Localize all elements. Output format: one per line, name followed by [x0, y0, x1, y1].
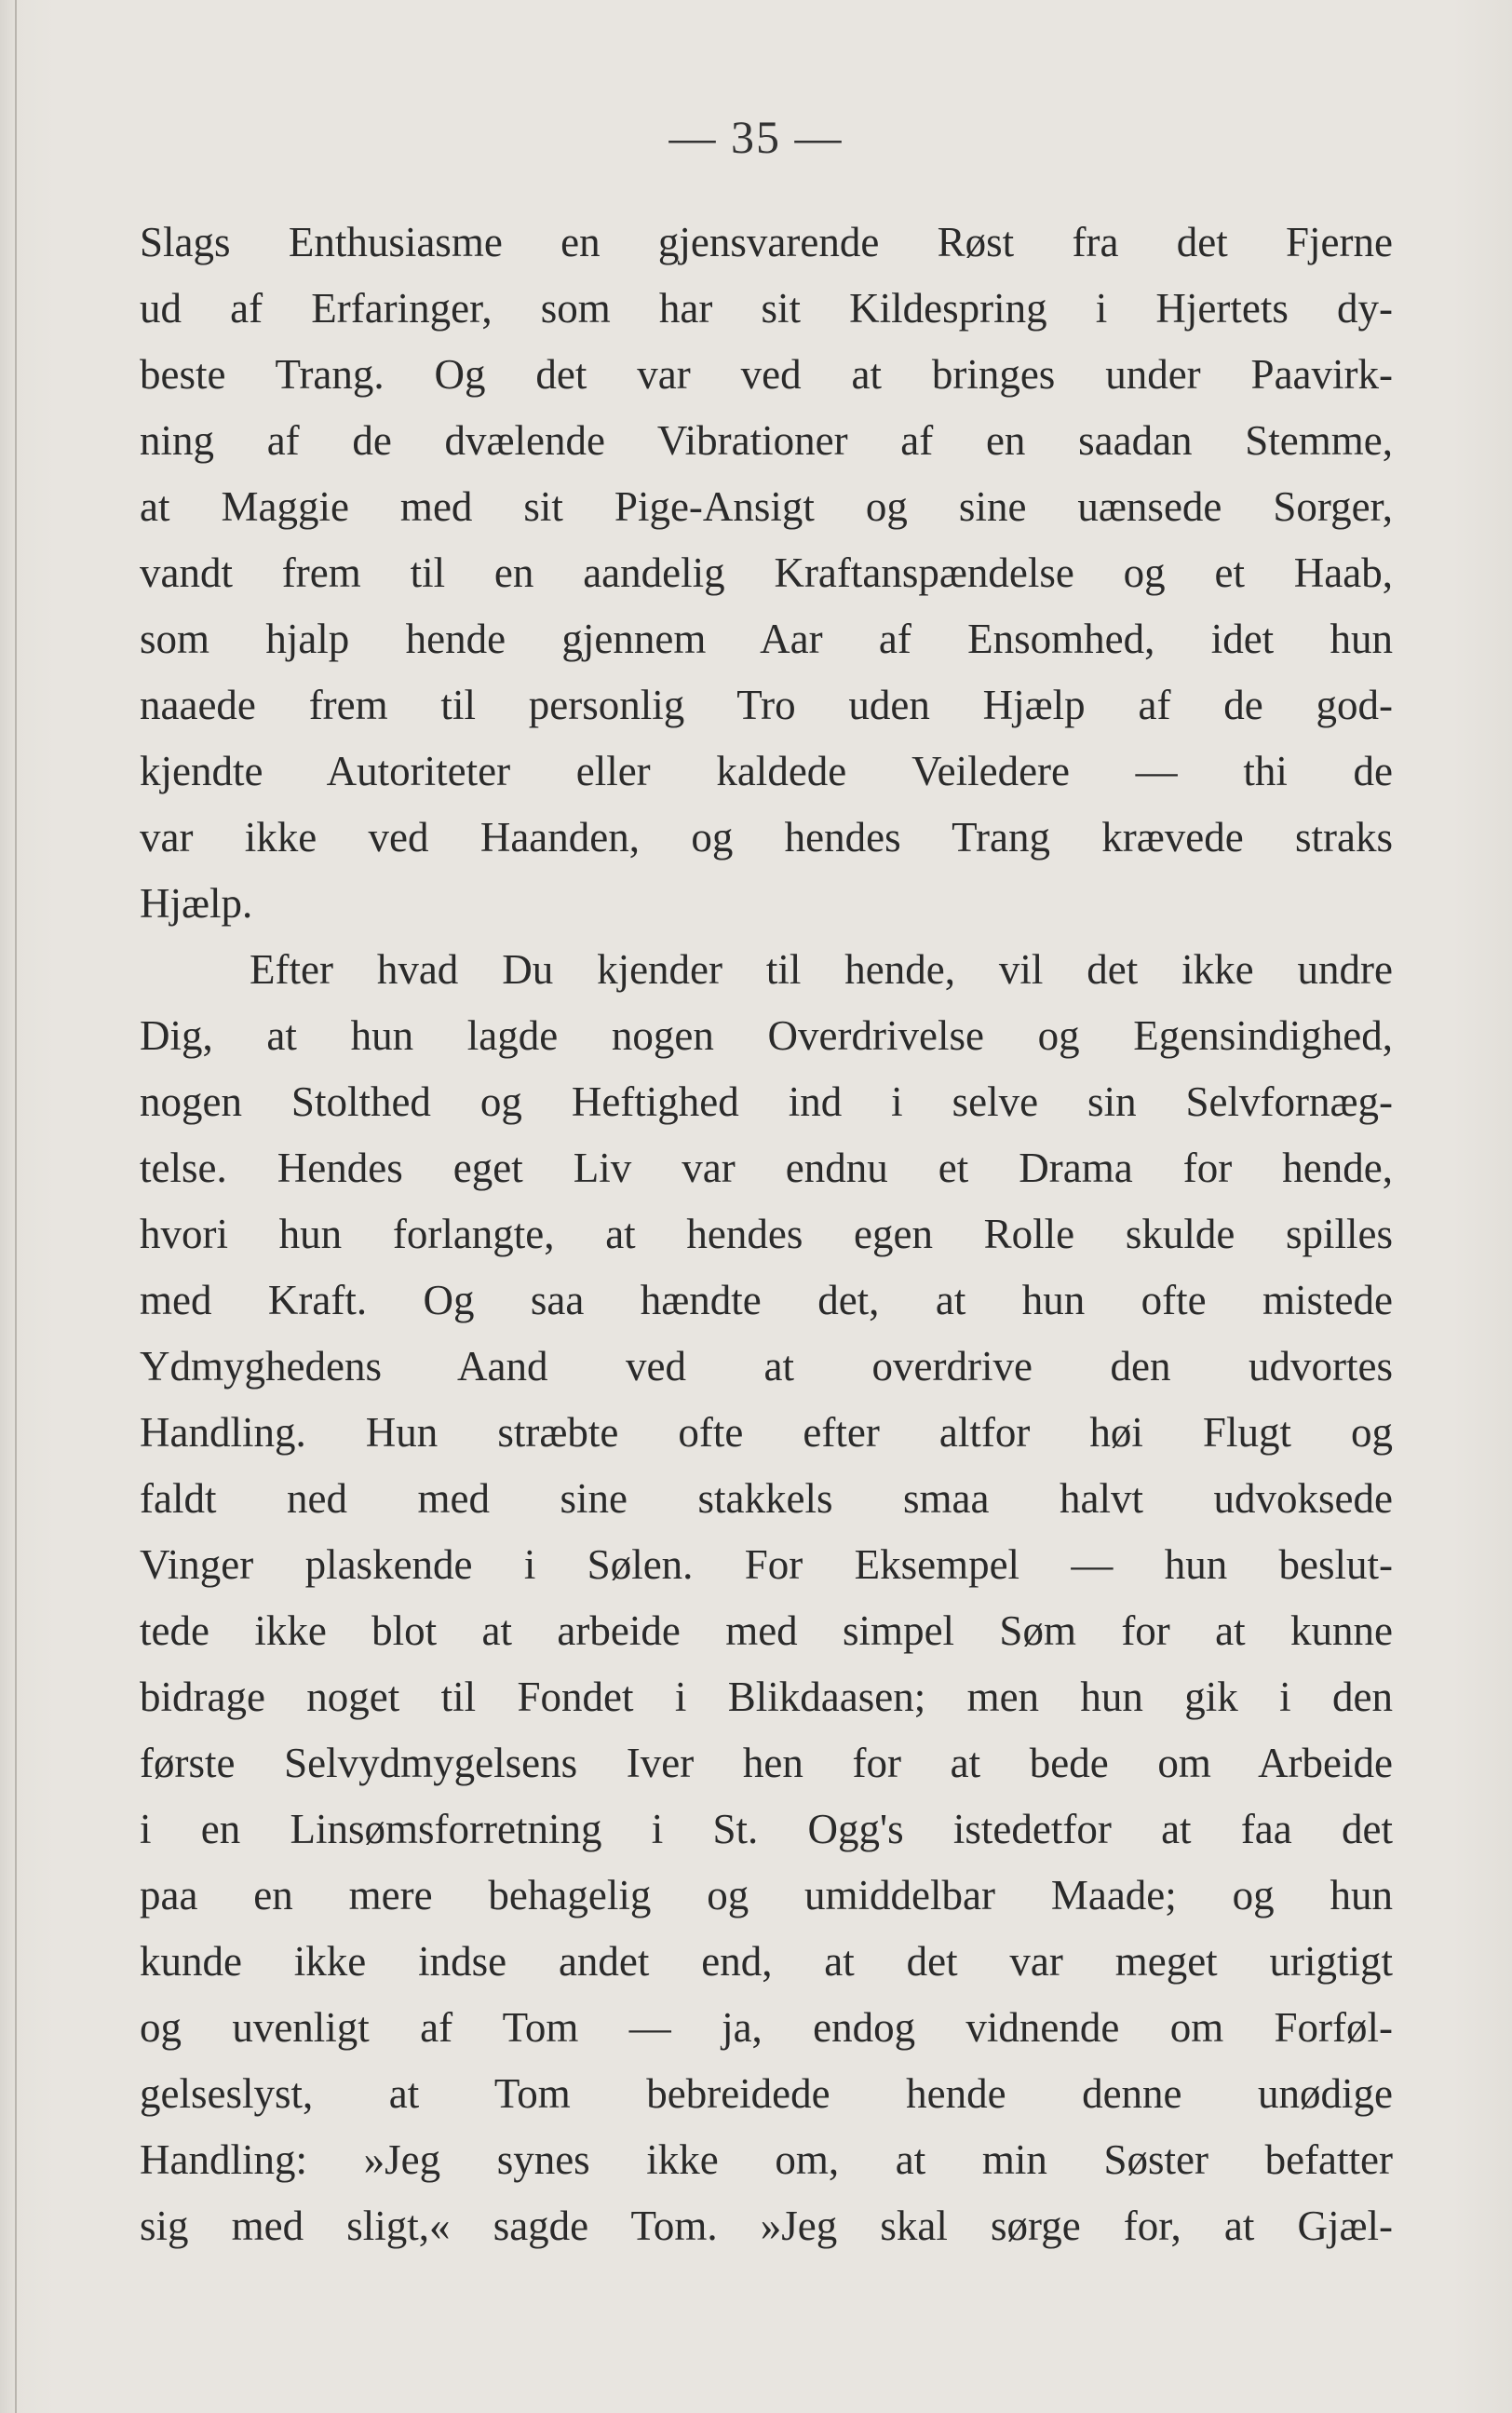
page-edge [15, 0, 17, 2413]
text-line: tede ikke blot at arbeide med simpel Søm for at kunne [140, 1607, 1393, 1654]
text-line: telse. Hendes eget Liv var endnu et Drama for hende, [140, 1145, 1393, 1191]
text-line: første Selvydmygelsens Iver hen for at bede om Arbeide [140, 1740, 1393, 1786]
text-line: med Kraft. Og saa hændte det, at hun ofte mistede [140, 1277, 1393, 1323]
text-line: nogen Stolthed og Heftighed ind i selve sin Selvfornæg- [140, 1078, 1393, 1125]
text-line: Handling. Hun stræbte ofte efter altfor høi Flugt og [140, 1409, 1393, 1456]
text-line: i en Linsømsforretning i St. Ogg's istedetfor at faa det [140, 1806, 1393, 1852]
text-line: Hjælp. [140, 880, 253, 927]
text-line: hvori hun forlangte, at hendes egen Rolle skulde spilles [140, 1211, 1393, 1257]
text-line: Handling: »Jeg synes ikke om, at min Søster befatter [140, 2136, 1393, 2183]
text-line: beste Trang. Og det var ved at bringes under Paavirk- [140, 351, 1393, 398]
text-line: ning af de dvælende Vibrationer af en saadan Stemme, [140, 417, 1393, 464]
text-line: ud af Erfaringer, som har sit Kildespring i Hjertets dy- [140, 285, 1393, 332]
text-line: og uvenligt af Tom — ja, endog vidnende om Forføl- [140, 2004, 1393, 2051]
text-line: kjendte Autoriteter eller kaldede Veiledere — thi de [140, 748, 1393, 794]
text-line: vandt frem til en aandelig Kraftanspændelse og et Haab, [140, 549, 1393, 596]
text-line: sig med sligt,« sagde Tom. »Jeg skal sørge for, at Gjæl- [140, 2203, 1393, 2249]
text-line: naaede frem til personlig Tro uden Hjælp af de god- [140, 682, 1393, 728]
page-number: — 35 — [668, 111, 844, 163]
text-line: faldt ned med sine stakkels smaa halvt udvoksede [140, 1475, 1393, 1522]
text-line: Efter hvad Du kjender til hende, vil det ikke undre [250, 946, 1393, 993]
text-line: Slags Enthusiasme en gjensvarende Røst fra det Fjerne [140, 219, 1393, 265]
text-line: Vinger plaskende i Sølen. For Eksempel — hun beslut- [140, 1541, 1393, 1588]
body-text [140, 210, 1393, 2259]
text-line: paa en mere behagelig og umiddelbar Maade; og hun [140, 1872, 1393, 1918]
text-line: at Maggie med sit Pige-Ansigt og sine uænsede Sorger, [140, 483, 1393, 530]
text-line: var ikke ved Haanden, og hendes Trang krævede straks [140, 814, 1393, 861]
text-line: gelseslyst, at Tom bebreidede hende denne unødige [140, 2070, 1393, 2117]
text-line: Dig, at hun lagde nogen Overdrivelse og Egensindighed, [140, 1012, 1393, 1059]
text-line: kunde ikke indse andet end, at det var meget urigtigt [140, 1938, 1393, 1985]
text-line: Ydmyghedens Aand ved at overdrive den udvortes [140, 1343, 1393, 1390]
text-line: bidrage noget til Fondet i Blikdaasen; men hun gik i den [140, 1674, 1393, 1720]
text-line: som hjalp hende gjennem Aar af Ensomhed, idet hun [140, 616, 1393, 662]
